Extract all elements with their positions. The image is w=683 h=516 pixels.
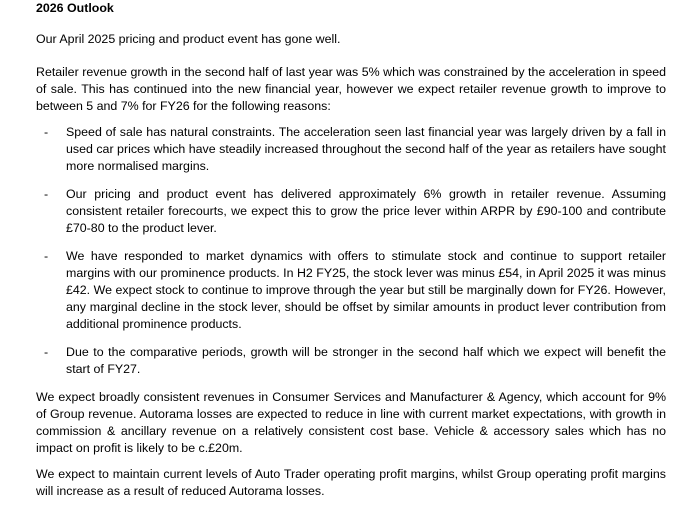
bullet-dash: - xyxy=(44,187,49,201)
bullet-item-comparative-periods xyxy=(36,344,666,378)
bullet-text: We have responded to market dynamics with offers to stimulate stock and continue to support retailer margins with our prominence products. In H2 FY25, the stock lever was minus £54, in April 2025 it was minus £42. We expect stock to continue to improve through the year but still be marginally down for FY26. However, any marginal decline in the stock lever, should be offset by similar amounts in product lever contribution from additional prominence products. xyxy=(66,249,666,331)
retailer-growth-paragraph: Retailer revenue growth in the second half of last year was 5% which was constrained by the acceleration in speed of sale. This has continued into the new financial year, however we expect retailer revenue growth to improve to between 5 and 7% for FY26 for the following reasons: xyxy=(36,65,666,113)
bullet-item-stock-lever xyxy=(36,248,666,333)
operating-margins-paragraph: We expect to maintain current levels of Auto Trader operating profit margins, whilst Group operating profit margins will increase as a result of reduced Autorama losses. xyxy=(36,467,666,498)
section-heading: 2026 Outlook xyxy=(36,1,114,15)
intro-paragraph: Our April 2025 pricing and product event has gone well. xyxy=(36,32,341,46)
bullet-item-pricing-event xyxy=(36,186,666,237)
bullet-text: Our pricing and product event has delivered approximately 6% growth in retailer revenue. Assuming consistent retailer forecourts, we expect this to grow the price lever within ARPR by £90-100 and contribute £70-80 to the product lever. xyxy=(66,187,666,235)
bullet-dash: - xyxy=(44,125,49,139)
bullet-text: Due to the comparative periods, growth will be stronger in the second half which we expect will benefit the start of FY27. xyxy=(66,345,666,376)
bullet-dash: - xyxy=(44,345,49,359)
consumer-services-paragraph: We expect broadly consistent revenues in Consumer Services and Manufacturer & Agency, which account for 9% of Group revenue. Autorama losses are expected to reduce in line with current market expectations, with growth in commission & ancillary revenue on a relatively consistent cost base. Vehicle & accessory sales which has no impact on profit is likely to be c.£20m. xyxy=(36,390,666,455)
bullet-item-speed-of-sale xyxy=(36,124,666,175)
bullet-text: Speed of sale has natural constraints. The acceleration seen last financial year was largely driven by a fall in used car prices which have steadily increased throughout the second half of the year as retailers have sought more normalised margins. xyxy=(66,125,666,173)
bullet-dash: - xyxy=(44,249,49,263)
